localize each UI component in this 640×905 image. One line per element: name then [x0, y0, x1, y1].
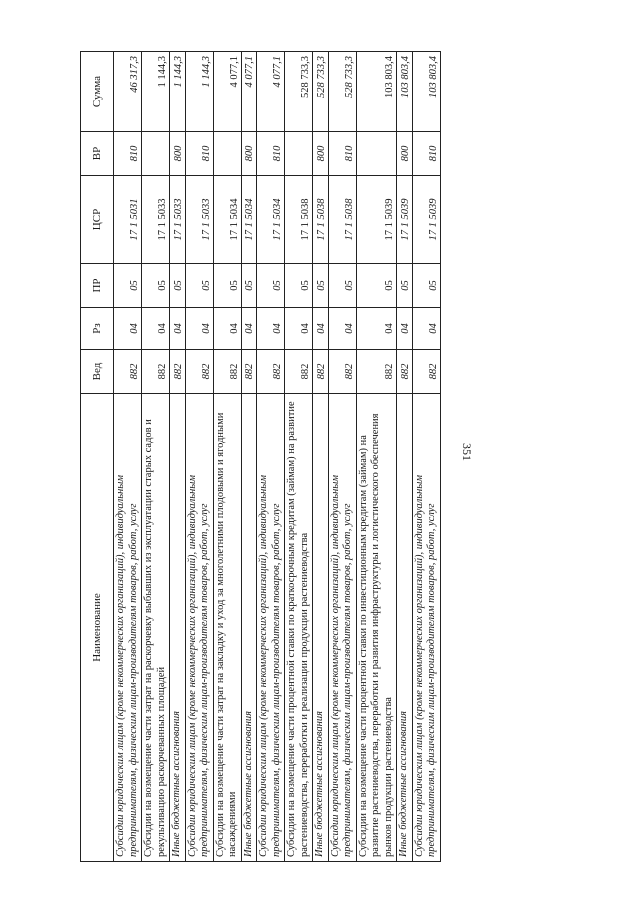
row-ved: 882 [257, 350, 285, 394]
row-sum: 1 144,3 [142, 52, 170, 132]
row-pr: 05 [142, 264, 170, 308]
table-row [213, 52, 241, 862]
row-vr [285, 132, 313, 176]
row-pr: 05 [213, 264, 241, 308]
table-row [356, 52, 397, 862]
row-name: Иные бюджетные ассигнования [313, 394, 329, 862]
row-ved: 882 [170, 350, 186, 394]
row-rz: 04 [397, 308, 413, 350]
table-row [185, 52, 213, 862]
row-rz: 04 [142, 308, 170, 350]
row-rz: 04 [412, 308, 440, 350]
row-csr: 17 1 5034 [241, 176, 257, 264]
budget-table [80, 51, 441, 862]
row-rz: 04 [185, 308, 213, 350]
row-name: Иные бюджетные ассигнования [170, 394, 186, 862]
row-vr [142, 132, 170, 176]
column-header-ved: Вед [81, 350, 114, 394]
row-pr: 05 [313, 264, 329, 308]
row-rz: 04 [356, 308, 397, 350]
row-csr: 17 1 5034 [213, 176, 241, 264]
row-name: Субсидии на возмещение части затрат на раскорчевку выбывших из эксплуатации старых садов и рекультивацию раскорчеванных площадей [142, 394, 170, 862]
row-vr: 800 [397, 132, 413, 176]
row-ved: 882 [285, 350, 313, 394]
row-sum: 4 077,1 [241, 52, 257, 132]
row-ved: 882 [241, 350, 257, 394]
row-rz: 04 [328, 308, 356, 350]
row-csr: 17 1 5039 [397, 176, 413, 264]
row-name: Субсидии на возмещение части процентной ставки по краткосрочным кредитам (займам) на развитие растениеводства, переработки и реализации продукции растениеводства [285, 394, 313, 862]
row-pr: 05 [114, 264, 142, 308]
row-vr: 810 [257, 132, 285, 176]
row-name: Иные бюджетные ассигнования [397, 394, 413, 862]
row-ved: 882 [356, 350, 397, 394]
column-header-pr: ПР [81, 264, 114, 308]
row-ved: 882 [313, 350, 329, 394]
row-sum: 103 803,4 [412, 52, 440, 132]
row-ved: 882 [213, 350, 241, 394]
row-pr: 05 [328, 264, 356, 308]
header-row [81, 52, 114, 862]
table-row [241, 52, 257, 862]
table-row [285, 52, 313, 862]
row-sum: 4 077,1 [213, 52, 241, 132]
row-name: Субсидии юридическим лицам (кроме некоммерческих организаций), индивидуальным предпринимателям, физическим лицам-производителям товаров, работ, услуг [328, 394, 356, 862]
row-name: Субсидии юридическим лицам (кроме некоммерческих организаций), индивидуальным предпринимателям, физическим лицам-производителям товаров, работ, услуг [114, 394, 142, 862]
row-pr: 05 [170, 264, 186, 308]
rotated-table-container [80, 52, 570, 862]
row-pr: 05 [397, 264, 413, 308]
row-pr: 05 [356, 264, 397, 308]
row-sum: 103 803,4 [356, 52, 397, 132]
row-rz: 04 [213, 308, 241, 350]
row-csr: 17 1 5033 [185, 176, 213, 264]
table-row [328, 52, 356, 862]
row-vr [213, 132, 241, 176]
table-row [412, 52, 440, 862]
row-sum: 528 733,3 [313, 52, 329, 132]
row-rz: 04 [114, 308, 142, 350]
row-csr: 17 1 5038 [285, 176, 313, 264]
column-header-sum: Сумма [81, 52, 114, 132]
row-rz: 04 [285, 308, 313, 350]
row-rz: 04 [241, 308, 257, 350]
row-name: Субсидии юридическим лицам (кроме некоммерческих организаций), индивидуальным предпринимателям, физическим лицам-производителям товаров, работ, услуг [412, 394, 440, 862]
row-vr [356, 132, 397, 176]
row-pr: 05 [257, 264, 285, 308]
row-vr: 800 [241, 132, 257, 176]
row-pr: 05 [285, 264, 313, 308]
row-ved: 882 [142, 350, 170, 394]
column-header-vr: ВР [81, 132, 114, 176]
row-sum: 1 144,3 [185, 52, 213, 132]
row-rz: 04 [170, 308, 186, 350]
row-rz: 04 [313, 308, 329, 350]
row-pr: 05 [412, 264, 440, 308]
table-row [313, 52, 329, 862]
row-sum: 528 733,3 [285, 52, 313, 132]
row-vr: 810 [412, 132, 440, 176]
table-row [170, 52, 186, 862]
row-sum: 1 144,3 [170, 52, 186, 132]
row-vr: 810 [185, 132, 213, 176]
row-vr: 810 [328, 132, 356, 176]
row-sum: 103 803,4 [397, 52, 413, 132]
table-row [257, 52, 285, 862]
row-name: Иные бюджетные ассигнования [241, 394, 257, 862]
table-row [114, 52, 142, 862]
row-csr: 17 1 5038 [313, 176, 329, 264]
column-header-rz: Рз [81, 308, 114, 350]
row-pr: 05 [241, 264, 257, 308]
row-name: Субсидии юридическим лицам (кроме некоммерческих организаций), индивидуальным предпринимателям, физическим лицам-производителям товаров, работ, услуг [185, 394, 213, 862]
table-row [397, 52, 413, 862]
row-ved: 882 [397, 350, 413, 394]
column-header-csr: ЦСР [81, 176, 114, 264]
row-ved: 882 [328, 350, 356, 394]
column-header-name: Наименование [81, 394, 114, 862]
row-vr: 800 [313, 132, 329, 176]
row-ved: 882 [114, 350, 142, 394]
row-rz: 04 [257, 308, 285, 350]
table-row [142, 52, 170, 862]
row-name: Субсидии на возмещение части процентной ставки по инвестиционным кредитам (займам) на развитие растениеводства, переработки и развития инфраструктуры и логистического обеспечения рынков продукции растениеводства [356, 394, 397, 862]
row-ved: 882 [412, 350, 440, 394]
row-vr: 800 [170, 132, 186, 176]
row-pr: 05 [185, 264, 213, 308]
row-csr: 17 1 5033 [170, 176, 186, 264]
row-sum: 528 733,3 [328, 52, 356, 132]
row-csr: 17 1 5039 [356, 176, 397, 264]
row-ved: 882 [185, 350, 213, 394]
row-sum: 46 317,3 [114, 52, 142, 132]
row-csr: 17 1 5033 [142, 176, 170, 264]
row-csr: 17 1 5034 [257, 176, 285, 264]
page-number: 351 [460, 443, 474, 461]
row-name: Субсидии на возмещение части затрат на закладку и уход за многолетними плодовыми и ягодными насаждениями [213, 394, 241, 862]
row-csr: 17 1 5031 [114, 176, 142, 264]
row-vr: 810 [114, 132, 142, 176]
row-csr: 17 1 5039 [412, 176, 440, 264]
row-name: Субсидии юридическим лицам (кроме некоммерческих организаций), индивидуальным предпринимателям, физическим лицам-производителям товаров, работ, услуг [257, 394, 285, 862]
row-csr: 17 1 5038 [328, 176, 356, 264]
row-sum: 4 077,1 [257, 52, 285, 132]
